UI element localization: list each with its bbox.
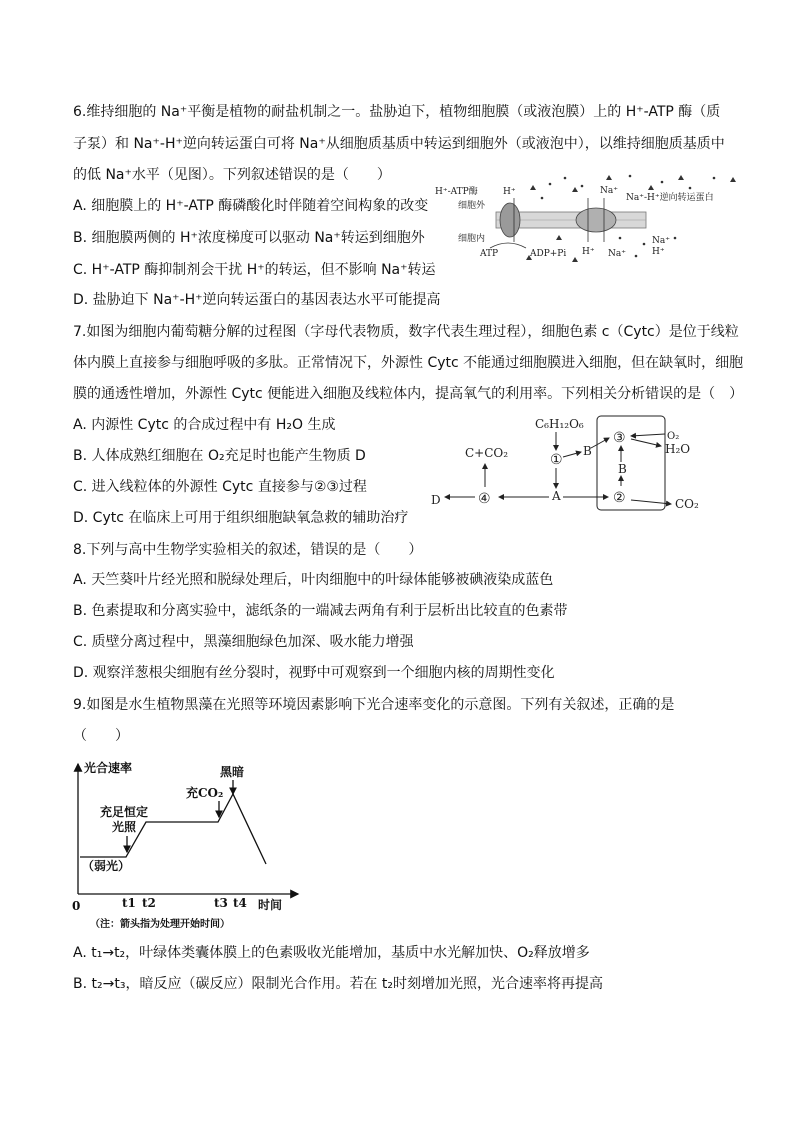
- fig6-h-bottom-label: H⁺: [582, 247, 595, 257]
- mitochondrion-box: [597, 416, 665, 510]
- fig6-na-bottom-label: Na⁺: [608, 249, 626, 259]
- q6-option-a: A. 细胞膜上的 H⁺-ATP 酶磷酸化时伴随着空间构象的改变: [73, 198, 429, 214]
- q9-option-b: B. t₂→t₃，暗反应（碳反应）限制光合作用。若在 t₂时刻增加光照，光合速率将再提高: [73, 976, 603, 992]
- fig7-c-co2: C+CO₂: [465, 446, 509, 460]
- q8-option-a: A. 天竺葵叶片经光照和脱绿处理后，叶肉细胞中的叶绿体能够被碘液染成蓝色: [73, 572, 554, 588]
- q6-membrane-figure: [430, 168, 742, 268]
- q9-photosynthesis-graph: [68, 758, 308, 934]
- fig7-glucose: C₆H₁₂O₆: [535, 417, 584, 431]
- q6-stem-line-2: 子泵）和 Na⁺-H⁺逆向转运蛋白可将 Na⁺从细胞质基质中转运到细胞外（或液泡中），以维持细胞质基质中: [73, 136, 725, 152]
- q6-stem-line-3: 的低 Na⁺水平（见图）。下列叙述错误的是（ ）: [73, 167, 391, 183]
- q8-stem: 8.下列与高中生物学实验相关的叙述，错误的是（ ）: [73, 542, 423, 558]
- q7-respiration-figure: [425, 412, 715, 520]
- q9-tick-t1: t1: [122, 896, 136, 910]
- q6-option-b: B. 细胞膜两侧的 H⁺浓度梯度可以驱动 Na⁺转运到细胞外: [73, 230, 425, 246]
- fig6-adp-label: ADP+Pi: [530, 249, 567, 259]
- fig7-a-label: A: [552, 489, 561, 503]
- q9-dark-label: 黑暗: [220, 765, 245, 779]
- q9-weak-light: （弱光）: [82, 859, 131, 873]
- fig7-co2: CO₂: [675, 497, 699, 511]
- na-h-antiporter-protein: [576, 208, 616, 232]
- q9-stem-line-1: 9.如图是水生植物黑藻在光照等环境因素影响下光合速率变化的示意图。下列有关叙述，正确的是: [73, 697, 675, 713]
- q7-option-a: A. 内源性 Cytc 的合成过程中有 H₂O 生成: [73, 417, 336, 433]
- q6-stem-line-1: 6.维持细胞的 Na⁺平衡是植物的耐盐机制之一。盐胁迫下，植物细胞膜（或液泡膜）上的 H⁺-ATP 酶（质: [73, 104, 721, 120]
- q7-stem-line-3: 膜的通透性增加，外源性 Cytc 便能进入细胞及线粒体内，提高氧气的利用率。下列相关分析错误的是（ ）: [73, 386, 744, 402]
- fig6-atp-enzyme-label: H⁺-ATP酶: [435, 187, 478, 197]
- fig7-step-2: ②: [613, 490, 626, 506]
- q7-option-c: C. 进入线粒体的外源性 Cytc 直接参与②③过程: [73, 479, 367, 495]
- q9-stem-line-2: （ ）: [73, 728, 129, 744]
- q8-option-c: C. 质壁分离过程中，黑藻细胞绿色加深、吸水能力增强: [73, 634, 414, 650]
- q9-tick-t4: t4: [233, 896, 247, 910]
- fig7-step-4: ④: [478, 491, 491, 507]
- q9-strong-light-2: 光照: [112, 820, 137, 834]
- q8-option-b: B. 色素提取和分离实验中，滤纸条的一端减去两角有利于层析出比较直的色素带: [73, 603, 568, 619]
- fig7-d-label: D: [431, 493, 441, 507]
- h-atp-pump-protein: [500, 203, 520, 237]
- q7-option-d: D. Cytc 在临床上可用于组织细胞缺氧急救的辅助治疗: [73, 510, 409, 526]
- q7-stem-line-2: 体内膜上直接参与细胞呼吸的多肽。正常情况下，外源性 Cytc 不能通过细胞膜进入细胞，但在缺氧时，细胞: [73, 355, 744, 371]
- fig6-outside-label: 细胞外: [458, 201, 486, 211]
- fig7-o2: O₂: [667, 431, 680, 442]
- fig6-antiporter-label: Na⁺-H⁺逆向转运蛋白: [626, 193, 714, 203]
- q9-tick-t3: t3: [214, 896, 228, 910]
- fig6-h-top-label: H⁺: [503, 187, 516, 197]
- q6-option-d: D. 盐胁迫下 Na⁺-H⁺逆向转运蛋白的基因表达水平可能提高: [73, 292, 441, 308]
- q9-ylabel: 光合速率: [84, 761, 133, 775]
- q6-option-c: C. H⁺-ATP 酶抑制剂会干扰 H⁺的转运，但不影响 Na⁺转运: [73, 262, 436, 278]
- fig6-na-top-label: Na⁺: [600, 186, 618, 196]
- q9-strong-light-1: 充足恒定: [100, 805, 149, 819]
- q7-option-b: B. 人体成熟红细胞在 O₂充足时也能产生物质 D: [73, 448, 366, 464]
- q9-co2-label: 充CO₂: [186, 786, 224, 800]
- fig6-legend-h: H⁺: [652, 247, 665, 257]
- q9-origin: 0: [72, 899, 81, 913]
- fig6-atp-label: ATP: [480, 249, 499, 259]
- fig7-step-1: ①: [550, 452, 563, 468]
- q9-tick-t2: t2: [142, 896, 156, 910]
- fig7-b-label: B: [583, 444, 592, 458]
- fig7-step-3: ③: [613, 430, 626, 446]
- q9-option-a: A. t₁→t₂，叶绿体类囊体膜上的色素吸收光能增加，基质中水光解加快、O₂释放增多: [73, 945, 590, 961]
- q7-stem-line-1: 7.如图为细胞内葡萄糖分解的过程图（字母代表物质，数字代表生理过程），细胞色素 c（Cytc）是位于线粒: [73, 324, 739, 340]
- fig6-inside-label: 细胞内: [458, 234, 486, 244]
- fig7-h2o: H₂O: [665, 442, 691, 456]
- q9-note: （注：箭头指为处理开始时间）: [90, 919, 230, 930]
- fig6-legend-na: Na⁺: [652, 236, 670, 246]
- fig7-b2-label: B: [618, 462, 627, 476]
- q8-option-d: D. 观察洋葱根尖细胞有丝分裂时，视野中可观察到一个细胞内核的周期性变化: [73, 665, 555, 681]
- q9-xlabel: 时间: [258, 898, 283, 912]
